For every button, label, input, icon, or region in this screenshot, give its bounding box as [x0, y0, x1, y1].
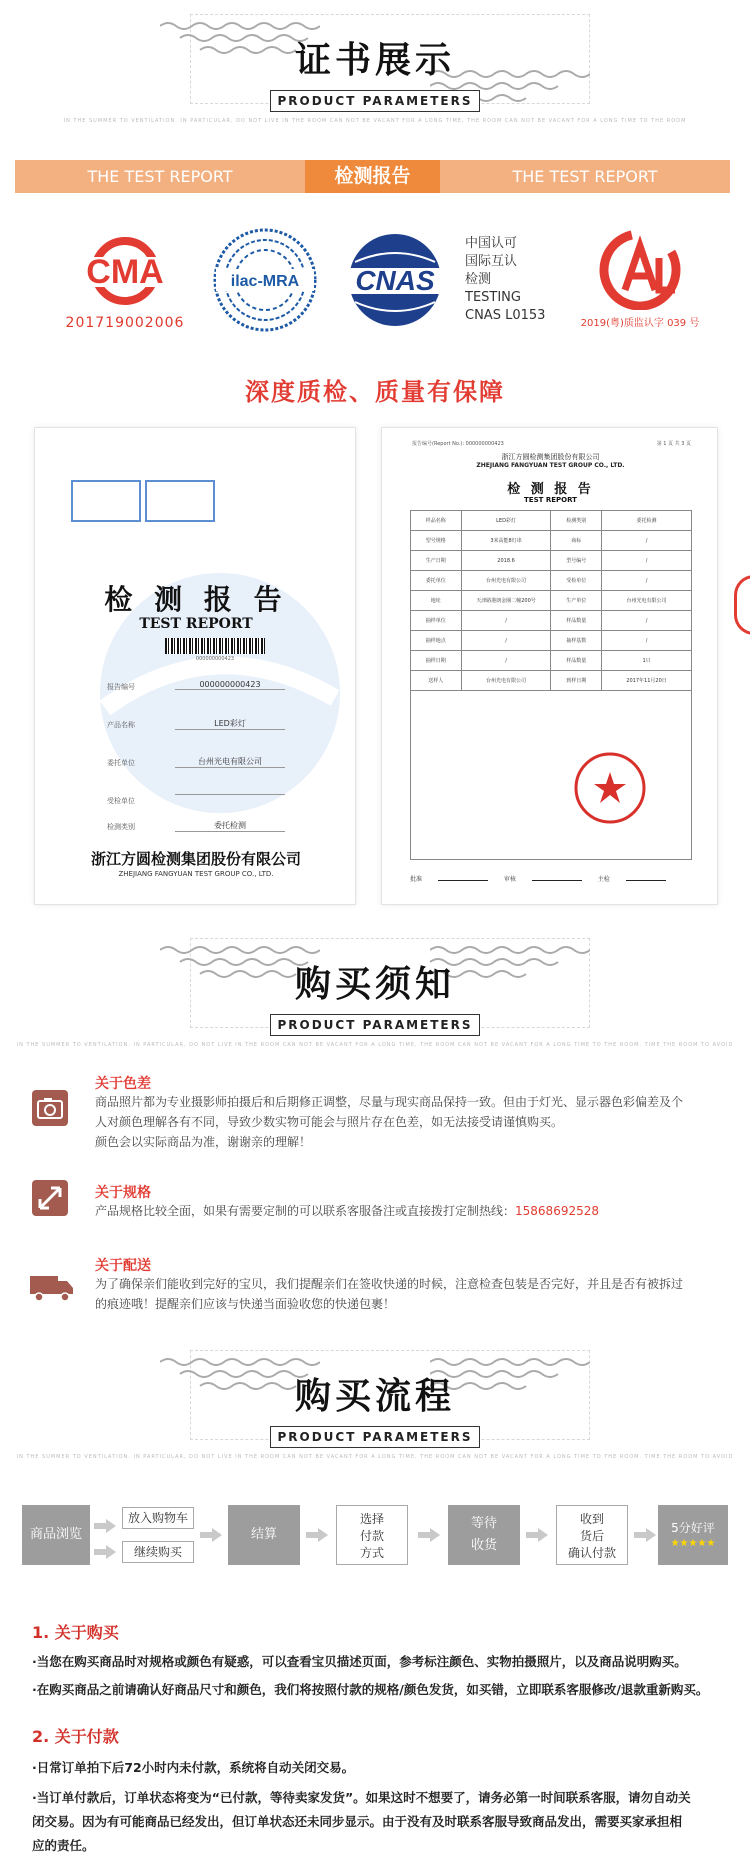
field-label: 受检单位 — [107, 797, 135, 805]
report-table-row — [411, 591, 692, 611]
signature-stroke — [438, 880, 488, 881]
ilac-globe-icon — [210, 225, 320, 335]
flow-step-browse: 商品浏览 — [22, 1505, 90, 1565]
notice-line: 产品规格比较全面，如果有需要定制的可以联系客服备注或直接拨打定制热线： — [95, 1204, 516, 1218]
hotline-number[interactable]: 15868692528 — [515, 1204, 599, 1218]
signature-stroke — [626, 880, 666, 881]
rule-line: 闭交易。因为有可能商品已经发出，但订单状态还未同步显示。由于没有及时联系客服导致商品发出，需要买家承担相 — [32, 1814, 683, 1829]
report-table-cell: 型号编号 — [551, 551, 602, 571]
test-report-bar — [15, 160, 730, 193]
cover-company-en: ZHEJIANG FANGYUAN TEST GROUP CO., LTD. — [118, 870, 274, 878]
official-seal-icon — [570, 748, 650, 828]
flow-arrow-icon — [306, 1528, 328, 1542]
rule-title: 2. 关于付款 — [32, 1727, 119, 1746]
notice-body — [95, 1274, 735, 1314]
signature-stroke — [532, 880, 582, 881]
rule-line: ·当订单付款后，订单状态将变为“已付款，等待卖家发货”。如果这时不想要了，请务必第一时间联系客服，请勿自动关 — [32, 1790, 691, 1805]
report-table-row — [411, 571, 692, 591]
report-table-cell: / — [602, 611, 692, 631]
cal-emblem-icon — [575, 228, 705, 310]
flow-step-payment-method: 选择 付款 方式 — [336, 1505, 408, 1565]
cma-stamp-icon — [71, 480, 141, 522]
resize-arrow-icon — [32, 1180, 68, 1216]
cnas-globe-icon — [330, 232, 460, 332]
report-detail-card — [381, 427, 718, 905]
report-table-row — [411, 651, 692, 671]
report-table-cell: 2017年11月20日 — [602, 671, 692, 691]
notice-line: 为了确保亲们能收到完好的宝贝，我们提醒亲们在签收快递的时候，注意检查包装是否完好，并且是否有被拆过 — [95, 1277, 684, 1291]
report-table-cell: 台州光电有限公司 — [461, 571, 551, 591]
section-subtitle: PRODUCT PARAMETERS — [270, 1426, 480, 1448]
section-fine-print: IN THE SUMMER TO VENTILATION. IN PARTICULAR, DO NOT LIVE IN THE ROOM CAN NOT BE VACANT FOR A LONG TIME, THE ROOM CAN NOT BE VACANT FOR A LONG TIME TO THE ROOM — [63, 118, 687, 124]
rule-line: ·日常订单拍下后72小时内未付款，系统将自动关闭交易。 — [32, 1760, 355, 1775]
barcode-number: 000000000423 — [195, 656, 235, 662]
flow-arrow-icon — [418, 1528, 440, 1542]
report-table-cell: 委托检测 — [602, 511, 692, 531]
ilac-text: ilac-MRA — [230, 273, 300, 290]
section-header-notice — [0, 938, 750, 1048]
section-header-process — [0, 1350, 750, 1460]
rating-label: 5分好评 — [671, 1521, 715, 1535]
detail-company-cn: 浙江方圆检测集团股份有限公司 — [501, 453, 600, 461]
report-cover-card — [34, 427, 356, 905]
report-table-cell: 受检单位 — [551, 571, 602, 591]
cma-text: CMA — [86, 253, 164, 291]
cnas-line: 国际互认 — [465, 254, 518, 269]
report-table-cell: 样品数量 — [551, 611, 602, 631]
report-table-cell: / — [602, 551, 692, 571]
notice-title: 关于配送 — [95, 1258, 151, 1274]
report-table-cell: 3米高能8灯串 — [461, 531, 551, 551]
section-subtitle: PRODUCT PARAMETERS — [270, 90, 480, 112]
report-table-cell: 地址 — [411, 591, 462, 611]
detail-report-no: 报告编号(Report No.): 000000000423 — [412, 441, 504, 447]
report-table-cell: / — [461, 611, 551, 631]
ilac-mra-logo — [210, 225, 320, 335]
cal-stamp-icon — [145, 480, 215, 522]
report-table-cell: 抽样单位 — [411, 611, 462, 631]
section-title: 证书展示 — [294, 39, 455, 81]
cma-logo — [60, 235, 190, 335]
flow-arrow-icon — [94, 1519, 116, 1533]
report-table-cell: 抽样地点 — [411, 631, 462, 651]
report-table-cell: 抽样基数 — [551, 631, 602, 651]
cnas-line: CNAS L0153 — [465, 308, 546, 323]
report-table-cell: 1只 — [602, 651, 692, 671]
report-table-cell: / — [461, 631, 551, 651]
field-label: 产品名称 — [107, 721, 135, 729]
report-table-cell: 台州光电有限公司 — [461, 671, 551, 691]
notice-body — [95, 1092, 735, 1152]
section-header-certificates — [0, 14, 750, 124]
quality-slogan: 深度质检、质量有保障 — [245, 378, 505, 406]
field-value — [175, 794, 285, 795]
cal-number: 2019(粤)质监认字 039 号 — [580, 318, 700, 329]
report-table-row — [411, 671, 692, 691]
section-title: 购买流程 — [294, 1375, 455, 1417]
report-table-cell: / — [602, 571, 692, 591]
report-table-row — [411, 631, 692, 651]
notice-line: 人对颜色理解各有不同，导致少数实物可能会与照片存在色差，如无法接受请谨慎购买。 — [95, 1115, 564, 1129]
cnas-line: 中国认可 — [465, 236, 518, 251]
cma-emblem-icon — [60, 235, 190, 307]
field-label: 报告编号 — [107, 683, 135, 691]
report-table-cell: 商标 — [551, 531, 602, 551]
report-table — [410, 510, 692, 691]
signature-label: 审核 — [503, 876, 516, 883]
report-table-cell: 2018.6 — [461, 551, 551, 571]
flow-step-await-delivery: 等待 收货 — [448, 1505, 520, 1565]
report-table-cell: 送样人 — [411, 671, 462, 691]
report-table-row — [411, 511, 692, 531]
signature-row — [410, 874, 692, 883]
detail-company-en: ZHEJIANG FANGYUAN TEST GROUP CO., LTD. — [476, 462, 625, 469]
report-table-row — [411, 531, 692, 551]
flow-step-confirm-payment: 收到 货后 确认付款 — [556, 1505, 628, 1565]
rule-line: ·在购买商品之前请确认好商品尺寸和颜色，我们将按照付款的规格/颜色发货，如买错，立即联系客服修改/退款重新购买。 — [32, 1682, 709, 1697]
bar-center-label: 检测报告 — [305, 160, 440, 193]
report-table-row — [411, 551, 692, 571]
cover-company-cn: 浙江方圆检测集团股份有限公司 — [90, 850, 301, 868]
camera-icon — [32, 1090, 68, 1126]
notice-line: 商品照片都为专业摄影师拍摄后和后期修正调整，尽量与现实商品保持一致。但由于灯光、显示器色彩偏差及个 — [95, 1095, 684, 1109]
flow-step-add-cart: 放入购物车 — [122, 1507, 194, 1529]
section-fine-print: IN THE SUMMER TO VENTILATION. IN PARTICULAR, DO NOT LIVE IN THE ROOM CAN NOT BE VACANT FOR A LONG TIME, THE ROOM CAN NOT BE VACANT FOR A LONG TIME TO THE ROOM. TIME THE ROOM TO AVOID — [16, 1454, 734, 1460]
rule-line: 应的责任。 — [32, 1838, 95, 1853]
rule-title: 1. 关于购买 — [32, 1623, 119, 1642]
report-table-cell: / — [602, 531, 692, 551]
flow-arrow-icon — [94, 1545, 116, 1559]
report-table-row — [411, 611, 692, 631]
signature-label: 主检 — [597, 876, 610, 883]
report-table-cell: 生产日期 — [411, 551, 462, 571]
report-table-cell: 生产单位 — [551, 591, 602, 611]
cal-logo — [575, 228, 705, 338]
cnas-caption — [465, 235, 555, 335]
detail-title: 检 测 报 告 — [507, 482, 594, 497]
report-table-cell: 型号规格 — [411, 531, 462, 551]
signature-label: 批准 — [410, 876, 423, 883]
barcode-icon — [165, 638, 265, 654]
report-table-cell: 到样日期 — [551, 671, 602, 691]
report-table-cell: 样品名称 — [411, 511, 462, 531]
flow-arrow-icon — [200, 1528, 222, 1542]
field-label: 检测类别 — [107, 823, 135, 831]
cnas-logo — [330, 232, 460, 332]
field-value: LED彩灯 — [175, 718, 285, 730]
report-table-cell: 台州光电有限公司 — [602, 591, 692, 611]
cover-title: 检 测 报 告 — [104, 583, 288, 616]
section-title: 购买须知 — [294, 963, 455, 1005]
report-table-cell: 天津路港朗金圈二幢200号 — [461, 591, 551, 611]
notice-title: 关于色差 — [95, 1076, 151, 1092]
delivery-truck-icon — [30, 1272, 74, 1302]
report-table-cell: 检测类别 — [551, 511, 602, 531]
flow-step-checkout: 结算 — [228, 1505, 300, 1565]
seal-edge-icon — [734, 575, 750, 635]
section-subtitle: PRODUCT PARAMETERS — [270, 1014, 480, 1036]
flow-arrow-icon — [634, 1528, 656, 1542]
detail-subtitle: TEST REPORT — [524, 496, 577, 504]
field-value: 委托检测 — [175, 820, 285, 832]
field-value: 000000000423 — [175, 680, 285, 690]
report-table-cell: 样品数量 — [551, 651, 602, 671]
flow-arrow-icon — [526, 1528, 548, 1542]
cnas-text: CNAS — [355, 265, 435, 296]
rule-line: ·当您在购买商品时对规格或颜色有疑惑，可以查看宝贝描述页面，参考标注颜色、实物拍摄照片，以及商品说明购买。 — [32, 1654, 687, 1669]
report-table-cell: LED彩灯 — [461, 511, 551, 531]
cover-subtitle: TEST REPORT — [139, 616, 253, 632]
report-table-cell: 委托单位 — [411, 571, 462, 591]
cnas-line: TESTING — [465, 290, 521, 305]
field-label: 委托单位 — [107, 759, 135, 767]
bar-right-label: THE TEST REPORT — [512, 167, 658, 186]
flow-step-rating — [658, 1505, 728, 1565]
report-table-cell: 抽样日期 — [411, 651, 462, 671]
cma-number: 201719002006 — [65, 315, 185, 331]
notice-body — [95, 1201, 735, 1221]
star-rating-icon: ★★★★★ — [670, 1538, 716, 1549]
report-table-cell: / — [602, 631, 692, 651]
notice-line: 的痕迹哦！提醒亲们应该与快递当面验收您的快递包裹！ — [95, 1297, 396, 1311]
field-value: 台州光电有限公司 — [175, 756, 285, 768]
section-fine-print: IN THE SUMMER TO VENTILATION. IN PARTICULAR, DO NOT LIVE IN THE ROOM CAN NOT BE VACANT FOR A LONG TIME, THE ROOM CAN NOT BE VACANT FOR A LONG TIME TO THE ROOM. TIME THE ROOM TO AVOID — [16, 1042, 734, 1048]
flow-step-continue: 继续购买 — [122, 1541, 194, 1563]
cnas-line: 检测 — [465, 272, 492, 287]
bar-left-label: THE TEST REPORT — [87, 167, 233, 186]
detail-page: 第 1 页 共 3 页 — [656, 441, 691, 447]
notice-line: 颜色会以实际商品为准，谢谢亲的理解！ — [95, 1135, 312, 1149]
notice-title: 关于规格 — [95, 1185, 151, 1201]
report-table-cell: / — [461, 651, 551, 671]
